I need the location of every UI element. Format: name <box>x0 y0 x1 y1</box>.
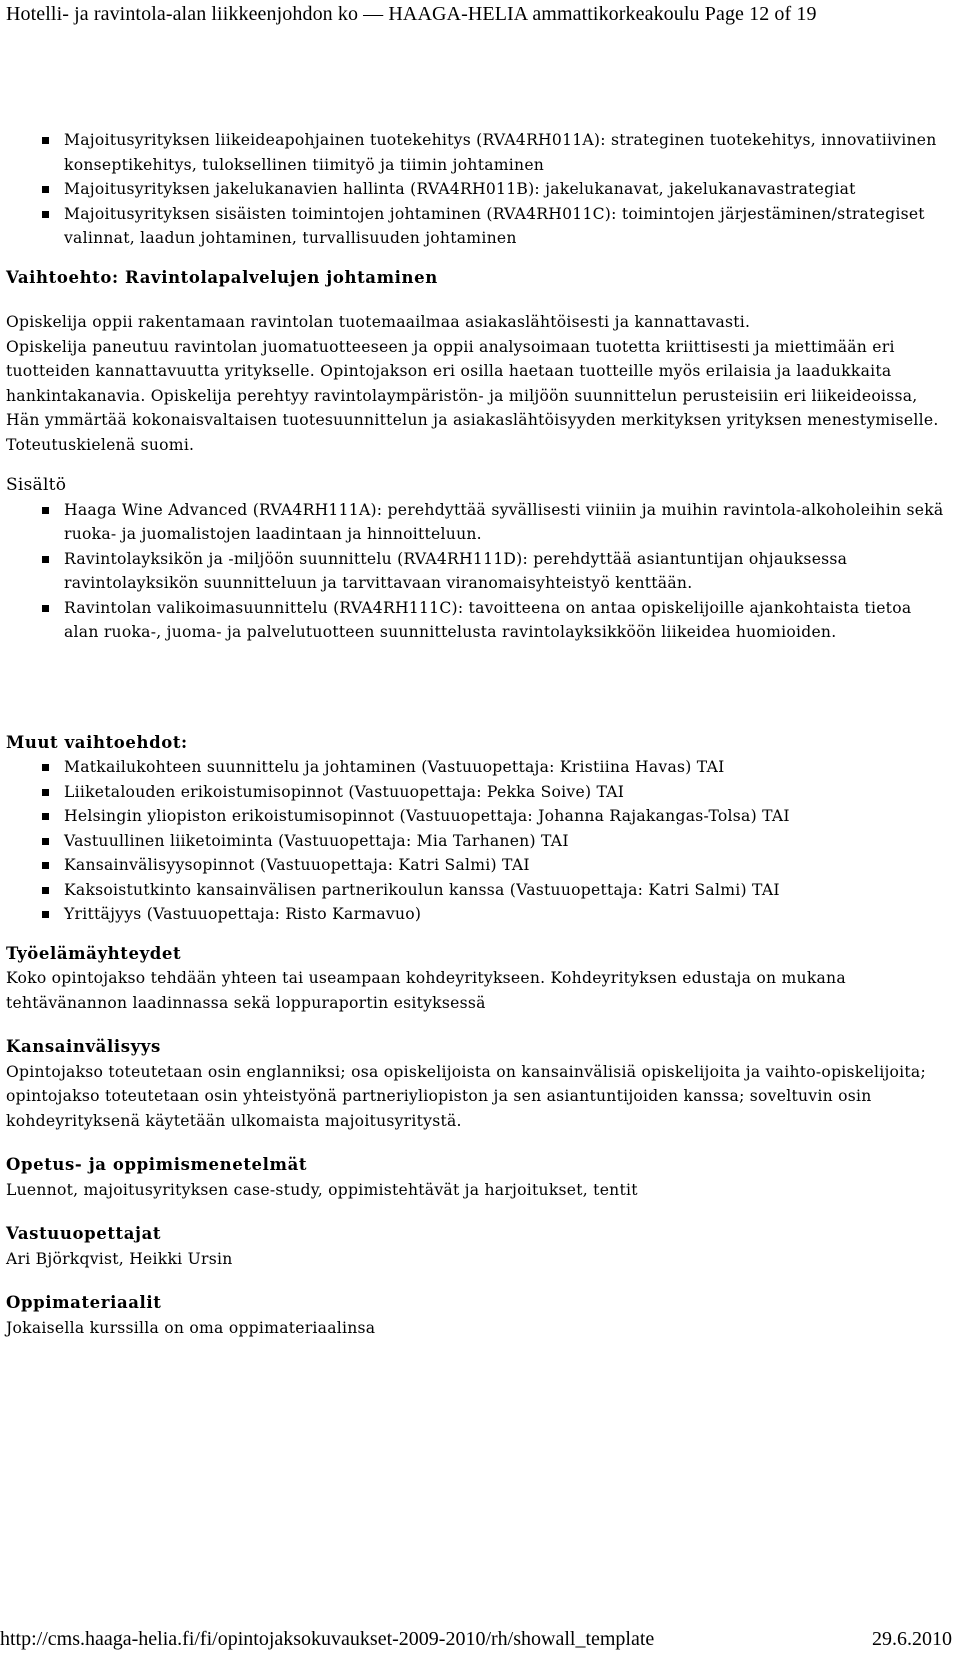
square-bullet-icon <box>42 507 49 514</box>
square-bullet-icon <box>42 887 49 894</box>
work-heading: Työelämäyhteydet <box>6 943 182 963</box>
teachers-text: Ari Björkqvist, Heikki Ursin <box>6 1249 233 1268</box>
square-bullet-icon <box>42 838 49 845</box>
page-footer <box>0 1627 960 1651</box>
list-item: Helsingin yliopiston erikoistumisopinnot (Vastuuopettaja: Johanna Rajakangas-Tolsa) TAI <box>6 804 951 829</box>
header-title: Hotelli- ja ravintola-alan liikkeenjohdon ko — HAAGA-HELIA ammattikorkeakoulu <box>6 3 700 25</box>
page-header <box>6 2 956 26</box>
work-text: Koko opintojakso tehdään yhteen tai useampaan kohdeyritykseen. Kohdeyrityksen edustaja on mukana tehtävänannon laadinnassa sekä loppuraportin esityksessä <box>6 969 846 1012</box>
list-item: Ravintolayksikön ja -miljöön suunnittelu (RVA4RH111D): perehdyttää asiantuntijan ohjauksessa ravintolayksikön suunnitteluun ja tarvittavaan viranomaisyhteistyö kenttään. <box>6 547 951 596</box>
list-item: Yrittäjyys (Vastuuopettaja: Risto Karmavuo) <box>6 902 951 927</box>
square-bullet-icon <box>42 605 49 612</box>
square-bullet-icon <box>42 862 49 869</box>
option-heading: Vaihtoehto: Ravintolapalvelujen johtaminen <box>6 267 438 287</box>
international-text: Opintojakso toteutetaan osin englanniksi; osa opiskelijoista on kansainvälisiä opiskelijoita ja vaihto-opiskelijoita; opintojakso toteutetaan osin yhteistyönä partneriyliopiston ja sen asiantuntijoiden kanssa; soveltuvin osin kohdeyrityksenä käytetään ulkomaista majoitusyritystä. <box>6 1062 926 1130</box>
materials-heading: Oppimateriaalit <box>6 1293 162 1312</box>
teachers-heading: Vastuuopettajat <box>6 1224 162 1243</box>
list-item: Ravintolan valikoimasuunnittelu (RVA4RH111C): tavoitteena on antaa opiskelijoille ajankohtaista tietoa alan ruoka-, juoma- ja palvelutuotteen suunnittelusta ravintolayksikköön liikeidea huomioiden. <box>6 596 951 645</box>
other-options-heading: Muut vaihtoehdot: <box>6 732 188 752</box>
contents-list <box>6 498 951 645</box>
methods-text: Luennot, majoitusyrityksen case-study, oppimistehtävät ja harjoitukset, tentit <box>6 1180 638 1199</box>
list-item: Kaksoistutkinto kansainvälisen partnerikoulun kanssa (Vastuuopettaja: Katri Salmi) TAI <box>6 878 951 903</box>
square-bullet-icon <box>42 556 49 563</box>
square-bullet-icon <box>42 186 49 193</box>
list-item: Liiketalouden erikoistumisopinnot (Vastuuopettaja: Pekka Soive) TAI <box>6 780 951 805</box>
square-bullet-icon <box>42 789 49 796</box>
methods-heading: Opetus- ja oppimismenetelmät <box>6 1155 308 1174</box>
footer-date: 29.6.2010 <box>872 1628 952 1650</box>
materials-text: Jokaisella kurssilla on oma oppimateriaalinsa <box>6 1318 376 1337</box>
header-page-number: Page 12 of 19 <box>704 3 817 25</box>
top-bullet-list <box>6 128 951 251</box>
square-bullet-icon <box>42 764 49 771</box>
list-item: Vastuullinen liiketoiminta (Vastuuopettaja: Mia Tarhanen) TAI <box>6 829 951 854</box>
international-heading: Kansainvälisyys <box>6 1037 161 1056</box>
list-item: Majoitusyrityksen jakelukanavien hallinta (RVA4RH011B): jakelukanavat, jakelukanavastrategiat <box>6 177 951 202</box>
list-item: Kansainvälisyysopinnot (Vastuuopettaja: Katri Salmi) TAI <box>6 853 951 878</box>
list-item: Matkailukohteen suunnittelu ja johtaminen (Vastuuopettaja: Kristiina Havas) TAI <box>6 755 951 780</box>
square-bullet-icon <box>42 211 49 218</box>
square-bullet-icon <box>42 137 49 144</box>
square-bullet-icon <box>42 911 49 918</box>
list-item: Majoitusyrityksen sisäisten toimintojen johtaminen (RVA4RH011C): toimintojen järjestäminen/strategiset valinnat, laadun johtaminen, turvallisuuden johtaminen <box>6 202 951 251</box>
list-item: Haaga Wine Advanced (RVA4RH111A): perehdyttää syvällisesti viiniin ja muihin ravintola-alkoholeihin sekä ruoka- ja juomalistojen laadintaan ja hinnoitteluun. <box>6 498 951 547</box>
page-content <box>6 128 951 1340</box>
option-paragraph: Opiskelija paneutuu ravintolan juomatuotteeseen ja oppii analysoimaan tuotetta kriittisesti ja miettimään eri tuotteiden kannattavuutta yritykselle. Opintojakson eri osilla haetaan tuotteille myös erilaisia ja laadukkaita hankintakanavia. Opiskelija perehtyy ravintolaympäristön- ja miljöön suunnittelun perusteisiin eri liikeideoissa, Hän ymmärtää kokonaisvaltaisen tuotesuunnittelun ja asiakaslähtöisyyden merkityksen yrityksen menestymiselle. Toteutuskielenä suomi. <box>6 337 939 454</box>
square-bullet-icon <box>42 813 49 820</box>
contents-heading: Sisältö <box>6 475 67 495</box>
other-options-list <box>6 755 951 927</box>
option-intro: Opiskelija oppii rakentamaan ravintolan tuotemaailmaa asiakaslähtöisesti ja kannattavasti. <box>6 313 751 331</box>
footer-url[interactable]: http://cms.haaga-helia.fi/fi/opintojaksokuvaukset-2009-2010/rh/showall_template <box>0 1628 655 1650</box>
list-item: Majoitusyrityksen liikeideapohjainen tuotekehitys (RVA4RH011A): strateginen tuotekehitys, innovatiivinen konseptikehitys, tuloksellinen tiimityö ja tiimin johtaminen <box>6 128 951 177</box>
